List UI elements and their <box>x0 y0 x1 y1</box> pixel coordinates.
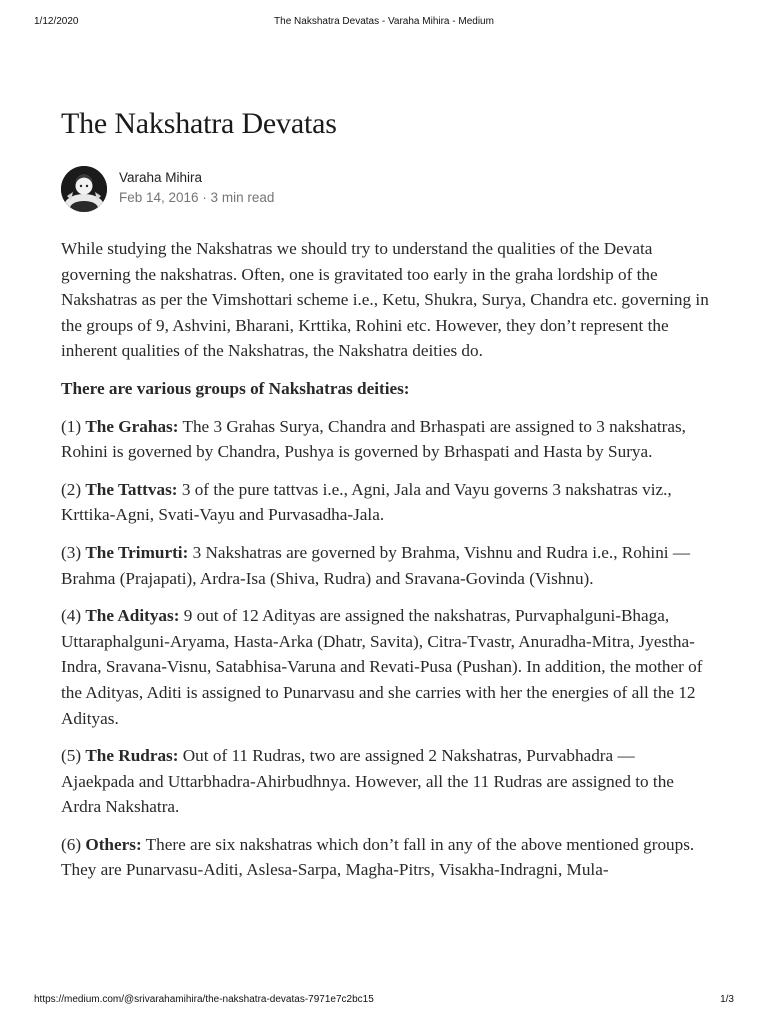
item-number: (4) <box>61 606 86 626</box>
item-text: 9 out of 12 Adityas are assigned the nakshatras, Purvaphalguni-Bhaga, Uttaraphalguni-Aryama, Hasta-Arka (Dhatr, Savita), Citra-Tvastr, Anuradha-Mitra, Jyestha-Indra, Sravana-Visnu, Satabhisa-Varuna and Revati-Pusa (Pushan). In addition, the mother of the Adityas, Aditi is assigned to Punarvasu and she carries with her the energies of all the 12 Adityas. <box>61 606 703 728</box>
item-label: The Tattvas: <box>85 479 178 499</box>
list-item <box>61 603 711 731</box>
author-name[interactable]: Varaha Mihira <box>119 170 203 185</box>
article <box>61 104 711 895</box>
list-item <box>61 414 711 465</box>
item-text: 3 of the pure tattvas i.e., Agni, Jala and Vayu governs 3 nakshatras viz., Krttika-Agni, Svati-Vayu and Purvasadha-Jala. <box>61 479 672 525</box>
publish-meta: Feb 14, 2016 · 3 min read <box>119 190 275 205</box>
print-date: 1/12/2020 <box>34 16 79 27</box>
item-number: (3) <box>61 542 86 562</box>
intro-paragraph: While studying the Nakshatras we should try to understand the qualities of the Devata governing the nakshatras. Often, one is gravitated too early in the graha lordship of the Nakshatras as per the Vimshottari scheme i.e., Ketu, Shukra, Surya, Chandra etc. governing in the groups of 9, Ashvini, Bharani, Krttika, Rohini etc. However, they don’t represent the inherent qualities of the Nakshatras, the Nakshatra deities do. <box>61 239 709 361</box>
print-footer <box>34 994 734 1008</box>
item-text: The 3 Grahas Surya, Chandra and Brhaspati are assigned to 3 nakshatras, Rohini is governed by Chandra, Pushya is governed by Brhaspati and Hasta by Surya. <box>61 416 686 462</box>
item-text: 3 Nakshatras are governed by Brahma, Vishnu and Rudra i.e., Rohini — Brahma (Prajapati), Ardra-Isa (Shiva, Rudra) and Sravana-Govinda (Vishnu). <box>61 542 691 588</box>
item-number: (2) <box>61 479 86 499</box>
print-page-title: The Nakshatra Devatas - Varaha Mihira - Medium <box>274 16 494 27</box>
byline <box>61 166 711 214</box>
page-url[interactable]: https://medium.com/@srivarahamihira/the-nakshatra-devatas-7971e7c2bc15 <box>34 994 374 1005</box>
author-avatar[interactable] <box>61 166 107 212</box>
item-number: (6) <box>61 834 86 854</box>
article-body <box>61 236 711 883</box>
item-label: The Adityas: <box>85 606 180 626</box>
article-title: The Nakshatra Devatas <box>61 107 337 140</box>
item-label: Others: <box>85 834 142 854</box>
groups-heading: There are various groups of Nakshatras deities: <box>61 378 410 398</box>
list-item <box>61 743 711 820</box>
avatar-portrait-icon <box>61 166 107 212</box>
item-number: (1) <box>61 416 86 436</box>
item-label: The Grahas: <box>85 416 179 436</box>
list-item <box>61 832 711 883</box>
list-item <box>61 477 711 528</box>
item-label: The Rudras: <box>85 746 179 766</box>
item-text: Out of 11 Rudras, two are assigned 2 Nakshatras, Purvabhadra — Ajaekpada and Uttarbhadra-Ahirbudhnya. However, all the 11 Rudras are assigned to the Ardra Nakshatra. <box>61 746 674 817</box>
item-number: (5) <box>61 746 86 766</box>
print-header <box>34 16 734 30</box>
item-text: There are six nakshatras which don’t fall in any of the above mentioned groups. They are Punarvasu-Aditi, Aslesa-Sarpa, Magha-Pitrs, Visakha-Indragni, Mula- <box>61 834 695 880</box>
item-label: The Trimurti: <box>85 542 189 562</box>
page-number: 1/3 <box>720 994 734 1005</box>
list-item <box>61 540 711 591</box>
